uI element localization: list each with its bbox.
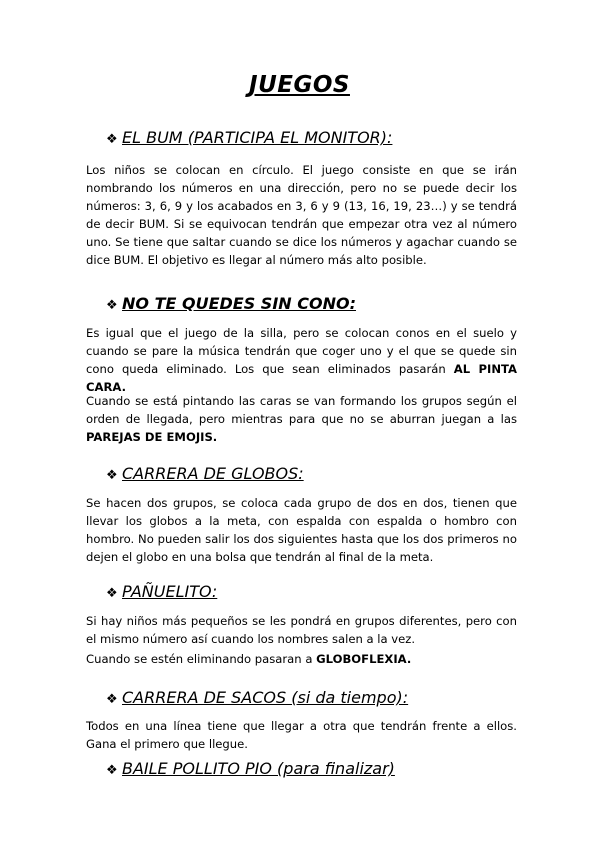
section-heading-carrera-de-globos — [106, 464, 304, 483]
paragraph — [86, 324, 517, 396]
section-heading-no-te-quedes-sin-cono — [106, 294, 356, 313]
section-heading-carrera-de-sacos — [106, 688, 408, 707]
section-heading-text: CARRERA DE SACOS (si da tiempo): — [122, 688, 409, 707]
paragraph-text: Es igual que el juego de la silla, pero se colocan conos en el suelo y cuando se pare la música tendrán que coger uno y el que se quede sin cono queda eliminado. Los que sean eliminados pasarán — [86, 326, 517, 376]
paragraph — [86, 650, 517, 668]
page-title: JUEGOS — [249, 72, 350, 98]
diamond-bullet-icon: ❖ — [106, 763, 118, 778]
paragraph-text: Cuando se está pintando las caras se van formando los grupos según el orden de llegada, pero mientras para que no se aburran juegan a las — [86, 394, 517, 426]
paragraph — [86, 392, 517, 446]
diamond-bullet-icon: ❖ — [106, 586, 118, 601]
paragraph-text: Cuando se estén eliminando pasaran a — [86, 652, 317, 666]
paragraph-text: Si hay niños más pequeños se les pondrá en grupos diferentes, pero con el mismo número así cuando los nombres salen a la vez. — [86, 614, 517, 646]
diamond-bullet-icon: ❖ — [106, 132, 118, 147]
section-heading-text: NO TE QUEDES SIN CONO: — [122, 294, 356, 313]
section-heading-text: PAÑUELITO: — [122, 582, 218, 601]
diamond-bullet-icon: ❖ — [106, 298, 118, 313]
paragraph-bold-text: GLOBOFLEXIA. — [316, 652, 412, 666]
section-heading-panuelito — [106, 582, 217, 601]
paragraph — [86, 161, 517, 269]
section-heading-el-bum — [106, 128, 392, 147]
section-heading-baile-pollito-pio — [106, 759, 395, 778]
diamond-bullet-icon: ❖ — [106, 468, 118, 483]
diamond-bullet-icon: ❖ — [106, 692, 118, 707]
section-heading-text: EL BUM (PARTICIPA EL MONITOR): — [122, 128, 393, 147]
paragraph-bold-text: AL PINTA CARA. — [86, 362, 517, 394]
paragraph — [86, 612, 517, 648]
paragraph-text: Todos en una línea tiene que llegar a otra que tendrán frente a ellos. Gana el primero que llegue. — [86, 719, 517, 751]
section-heading-text: BAILE POLLITO PIO (para finalizar) — [122, 759, 395, 778]
paragraph — [86, 494, 517, 566]
section-heading-text: CARRERA DE GLOBOS: — [122, 464, 304, 483]
paragraph-text: Se hacen dos grupos, se coloca cada grupo de dos en dos, tienen que llevar los globos a la meta, con espalda con espalda o hombro con hombro. No pueden salir los dos siguientes hasta que los dos primeros no dejen el globo en una bolsa que tendrán al final de la meta. — [86, 496, 517, 564]
paragraph — [86, 717, 517, 753]
paragraph-bold-text: PAREJAS DE EMOJIS. — [86, 430, 218, 444]
paragraph-text: Los niños se colocan en círculo. El juego consiste en que se irán nombrando los números en una dirección, pero no se puede decir los números: 3, 6, 9 y los acabados en 3, 6 y 9 (13, 16, 19, 23…) y se tendrá de decir BUM. Si se equivocan tendrán que empezar otra vez al número uno. Se tiene que saltar cuando se dice los números y agachar cuando se dice BUM. El objetivo es llegar al número más alto posible. — [86, 163, 517, 267]
